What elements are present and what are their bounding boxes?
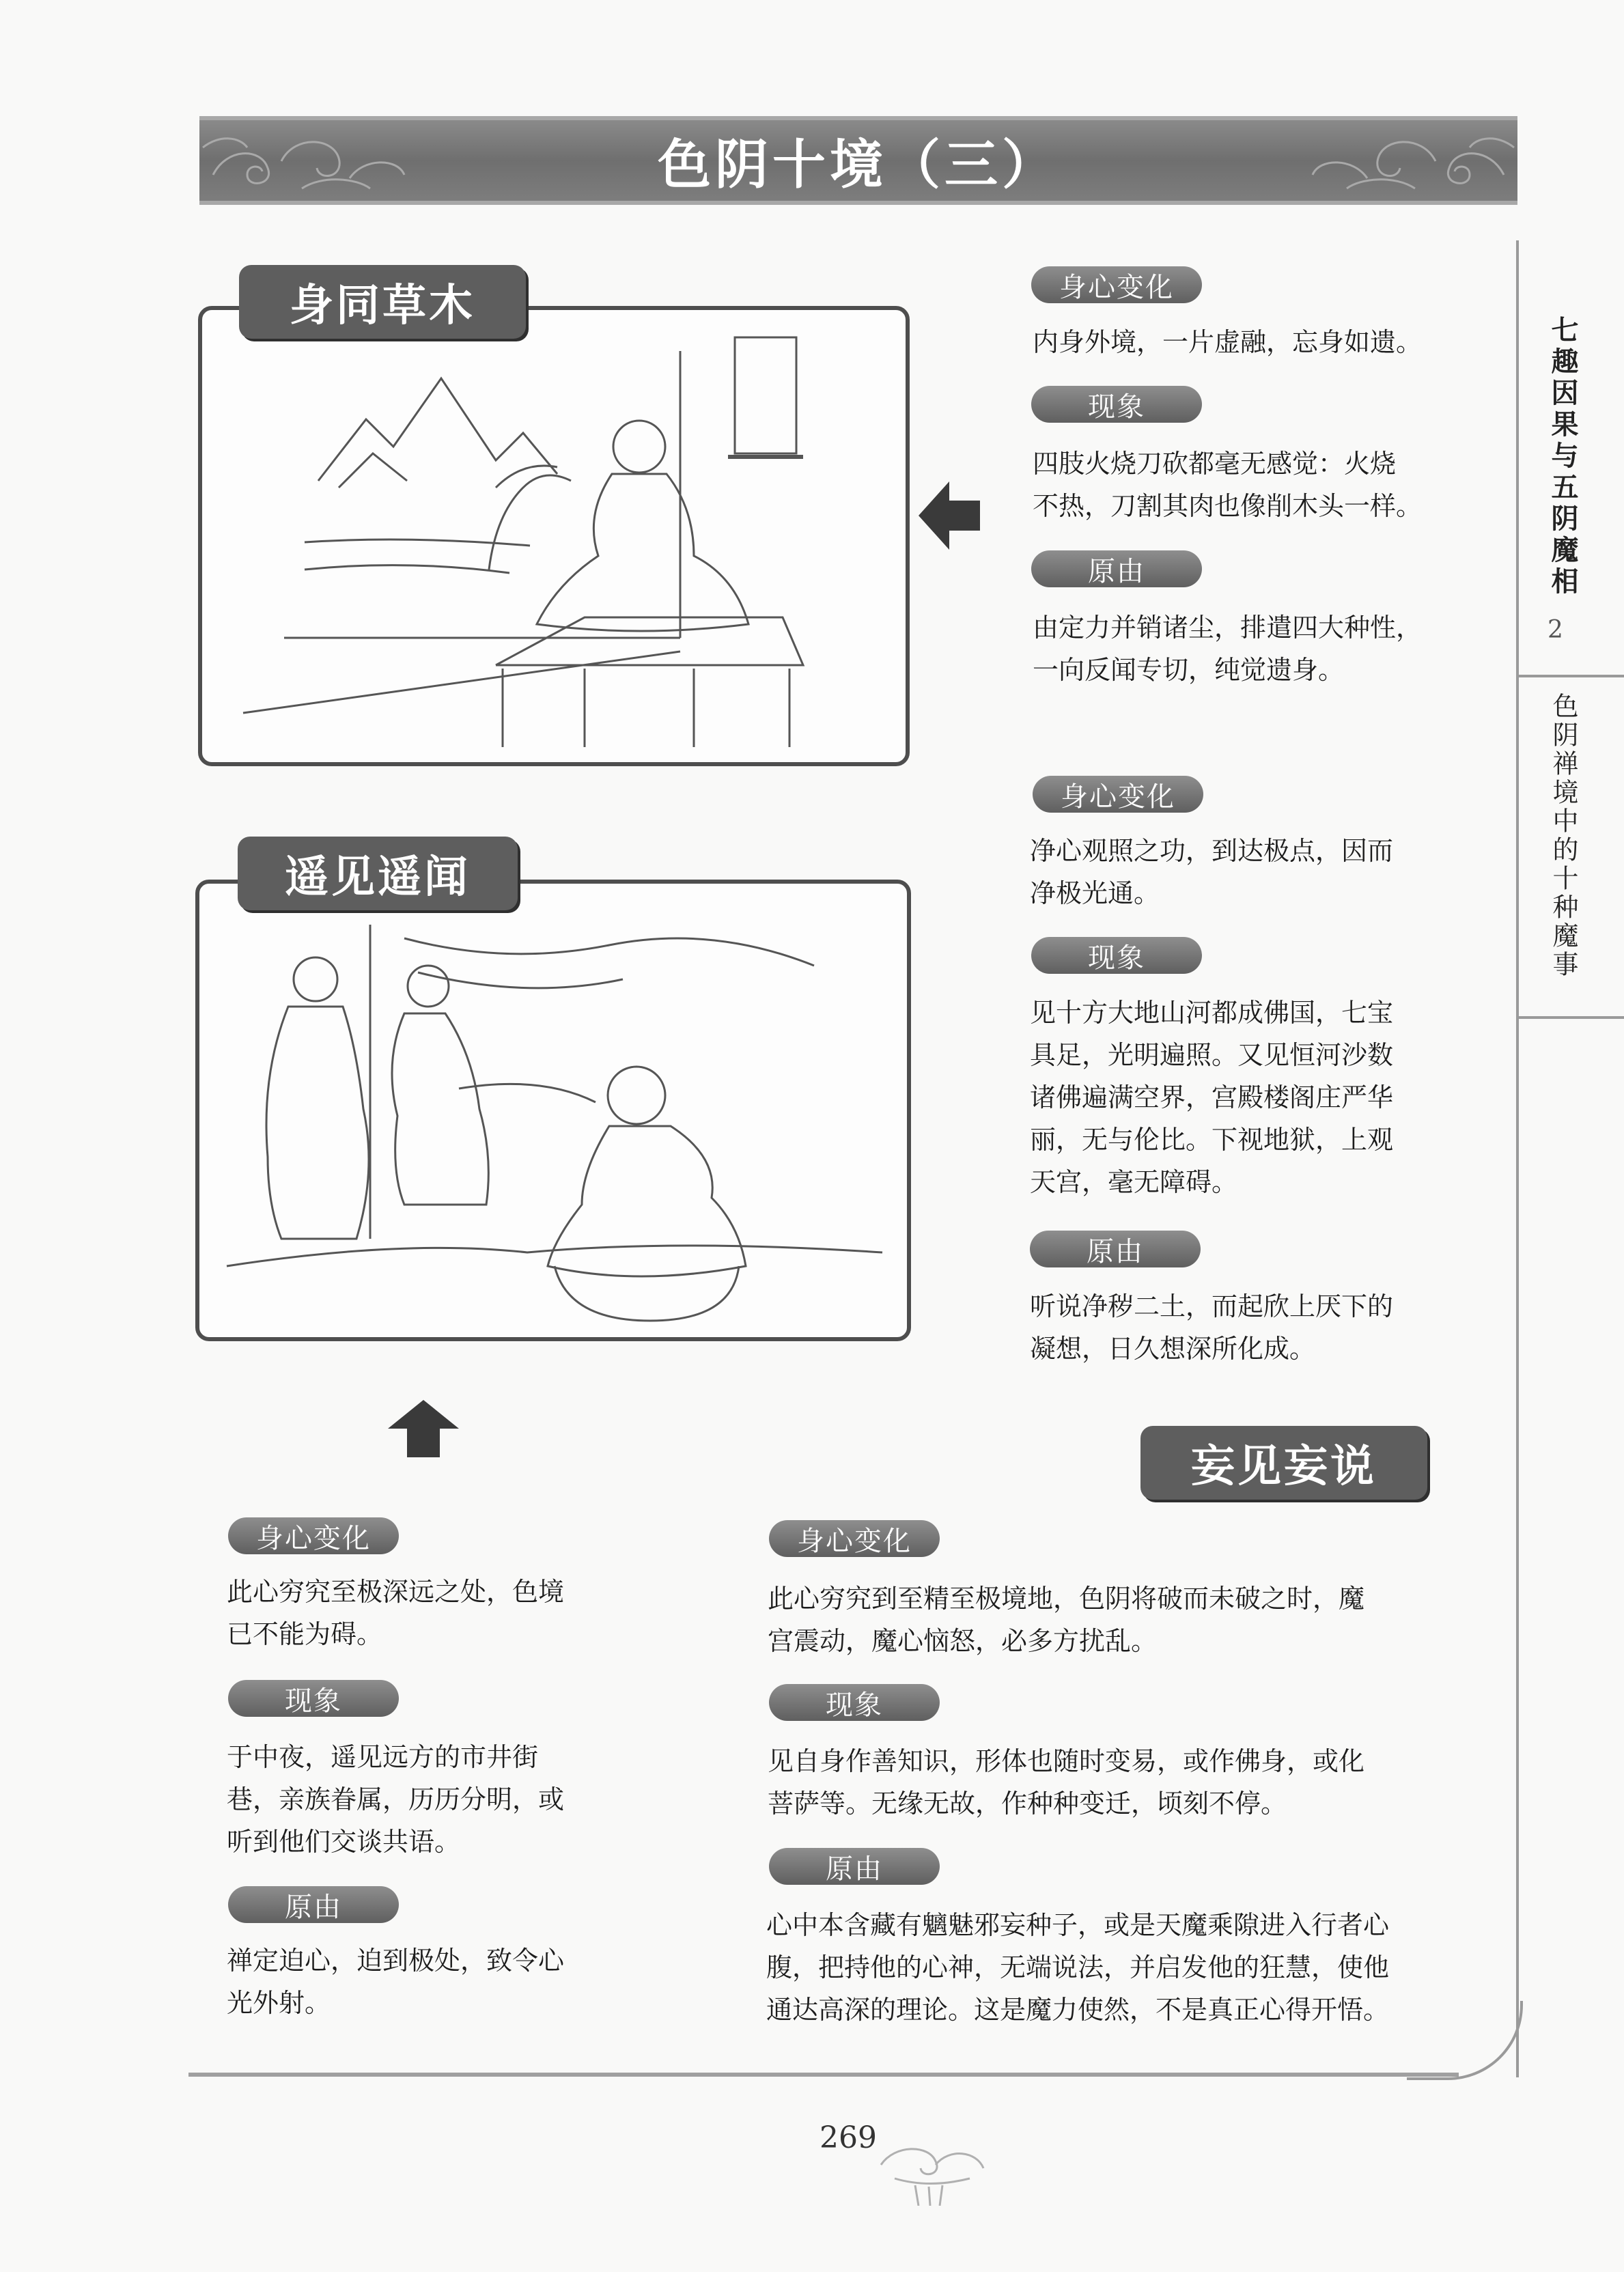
page-title: 色阴十境（三）: [657, 135, 1059, 196]
bottom-corner: [1407, 2001, 1523, 2080]
section1-reason-text: [1033, 606, 1422, 691]
section-heading-2: 遥见遥闻: [238, 837, 518, 910]
text-line: 腹，把持他的心神，无端说法，并启发他的狂慧，使他: [766, 1952, 1390, 1982]
text-line: 心中本含藏有魑魅邪妄种子，或是天魔乘隙进入行者心: [766, 1910, 1390, 1940]
text-line: 见十方大地山河都成佛国，七宝: [1030, 998, 1394, 1028]
text-line: 此心穷究到至精至极境地，色阴将破而未破之时，魔: [768, 1584, 1365, 1614]
label-reason: 原由: [1030, 1231, 1201, 1267]
text-line: 净极光通。: [1030, 878, 1160, 908]
text-line: 巷，亲族眷属，历历分明，或: [227, 1784, 565, 1814]
title-banner: [199, 116, 1517, 205]
label-phenomenon: 现象: [1031, 386, 1202, 423]
side-divider: [1516, 1016, 1624, 1019]
text-line: 听到他们交谈共语。: [227, 1827, 461, 1857]
label-phenomenon: 现象: [228, 1680, 399, 1717]
section1-phenomenon-text: [1033, 443, 1422, 527]
side-divider: [1516, 240, 1519, 2077]
section2-change-text: [227, 1571, 564, 1655]
section2-reason-text: [227, 1939, 564, 2024]
chapter-title: 七趣因果与五阴魔相: [1547, 315, 1578, 598]
label-reason: 原由: [1031, 550, 1202, 587]
label-phenomenon: 现象: [1031, 937, 1202, 974]
label-change: 身心变化: [769, 1520, 940, 1557]
label-change: 身心变化: [1031, 266, 1202, 303]
section1-change-text: 内身外境，一片虚融，忘身如遗。: [1033, 327, 1423, 357]
label-change: 身心变化: [228, 1517, 399, 1554]
text-line: 具足，光明遍照。又见恒河沙数: [1030, 1040, 1394, 1070]
text-line: 一向反闻专切，纯觉遗身。: [1033, 655, 1345, 685]
text-line: 净心观照之功，到达极点，因而: [1030, 836, 1394, 866]
section4-reason-text: [766, 1904, 1389, 2031]
text-line: 四肢火烧刀砍都毫无感觉：火烧: [1033, 449, 1397, 479]
label-phenomenon: 现象: [769, 1684, 940, 1721]
text-line: 由定力并销诸尘，排遣四大种性，: [1033, 613, 1423, 643]
section3-change-text: [1030, 830, 1393, 914]
section4-phenomenon-text: [768, 1740, 1364, 1825]
text-line: 通达高深的理论。这是魔力使然，不是真正心得开悟。: [766, 1995, 1390, 2025]
arrow-up-icon: [388, 1400, 459, 1457]
illustration-meditating-monk: [198, 306, 910, 766]
page-number: 269: [820, 2120, 877, 2155]
label-change: 身心变化: [1033, 776, 1203, 813]
text-line: 禅定迫心，迫到极处，致令心: [227, 1946, 565, 1976]
section3-phenomenon-text: [1030, 992, 1393, 1203]
side-divider: [1516, 675, 1624, 677]
text-line: 于中夜，遥见远方的市井街: [227, 1742, 539, 1772]
bottom-rule: [188, 2073, 1459, 2077]
label-reason: 原由: [769, 1848, 940, 1885]
section-heading-4: 妄见妄说: [1140, 1426, 1427, 1500]
text-line: 听说净秽二土，而起欣上厌下的: [1030, 1291, 1394, 1321]
text-line: 菩萨等。无缘无故，作种种变迁，顷刻不停。: [768, 1789, 1287, 1819]
section2-phenomenon-text: [227, 1736, 564, 1863]
illustration-distant-seeing: [195, 880, 911, 1341]
text-line: 天宫，毫无障碍。: [1030, 1167, 1238, 1197]
label-reason: 原由: [228, 1886, 399, 1923]
text-line: 丽，无与伦比。下视地狱，上观: [1030, 1125, 1394, 1155]
text-line: 此心穷究至极深远之处，色境: [227, 1577, 565, 1607]
section3-reason-text: [1030, 1285, 1393, 1370]
section-title: 色阴禅境中的十种魔事: [1548, 692, 1578, 979]
text-line: 宫震动，魔心恼怒，必多方扰乱。: [768, 1626, 1158, 1656]
text-line: 光外射。: [227, 1988, 331, 2018]
text-line: 已不能为碍。: [227, 1619, 383, 1649]
cloud-ornament-icon: [867, 2137, 990, 2206]
text-line: 凝想，日久想深所化成。: [1030, 1334, 1316, 1364]
text-line: 不热，刀割其肉也像削木头一样。: [1033, 491, 1423, 521]
section-heading-1: 身同草木: [239, 265, 526, 339]
text-line: 诸佛遍满空界，宫殿楼阁庄严华: [1030, 1082, 1394, 1112]
text-line: 见自身作善知识，形体也随时变易，或作佛身，或化: [768, 1746, 1365, 1776]
section4-change-text: [768, 1577, 1364, 1662]
arrow-left-icon: [919, 481, 980, 550]
chapter-number: 2: [1548, 616, 1563, 644]
